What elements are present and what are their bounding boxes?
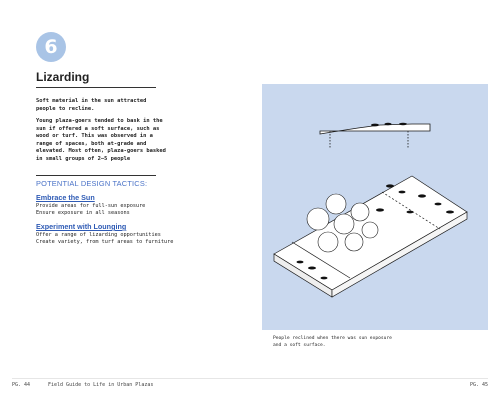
book-title: Field Guide to Life in Urban Plazas	[48, 382, 154, 388]
tactic-line: Create variety, from turf areas to furniture	[36, 239, 174, 245]
section-profile	[320, 124, 430, 148]
illustration-panel	[262, 84, 488, 330]
tactics-divider	[36, 175, 156, 176]
right-page-number: PG. 45	[469, 382, 488, 388]
tactic-line: Ensure exposure in all seasons	[36, 210, 130, 216]
title-divider	[36, 87, 156, 88]
section-number: 6	[44, 36, 58, 58]
page-title: Lizarding	[36, 70, 90, 84]
body-text: Young plaza-goers tended to bask in the sun if offered a soft surface, such as wood or turf. This was observed in a range of spaces, both at-grade and elevated. Most often, plaza-goers basked in small groups of 2–5 people	[36, 118, 166, 162]
section-number-badge	[36, 32, 66, 62]
lead-text: Soft material in the sun attracted people to recline.	[36, 98, 147, 112]
tactic-title-embrace-sun: Embrace the Sun	[36, 193, 95, 202]
tactic-line: Offer a range of lizarding opportunities	[36, 232, 161, 238]
plaza-illustration	[262, 84, 488, 330]
tactic-title-experiment-lounging: Experiment with Lounging	[36, 222, 127, 231]
left-page-number: PG. 44	[12, 382, 31, 388]
footer-divider	[12, 378, 488, 379]
tactic-line: Provide areas for full-sun exposure	[36, 203, 146, 209]
illustration-caption: People reclined when there was sun exposure and a soft surface.	[273, 336, 392, 348]
tactics-heading: POTENTIAL DESIGN TACTICS:	[36, 179, 148, 188]
